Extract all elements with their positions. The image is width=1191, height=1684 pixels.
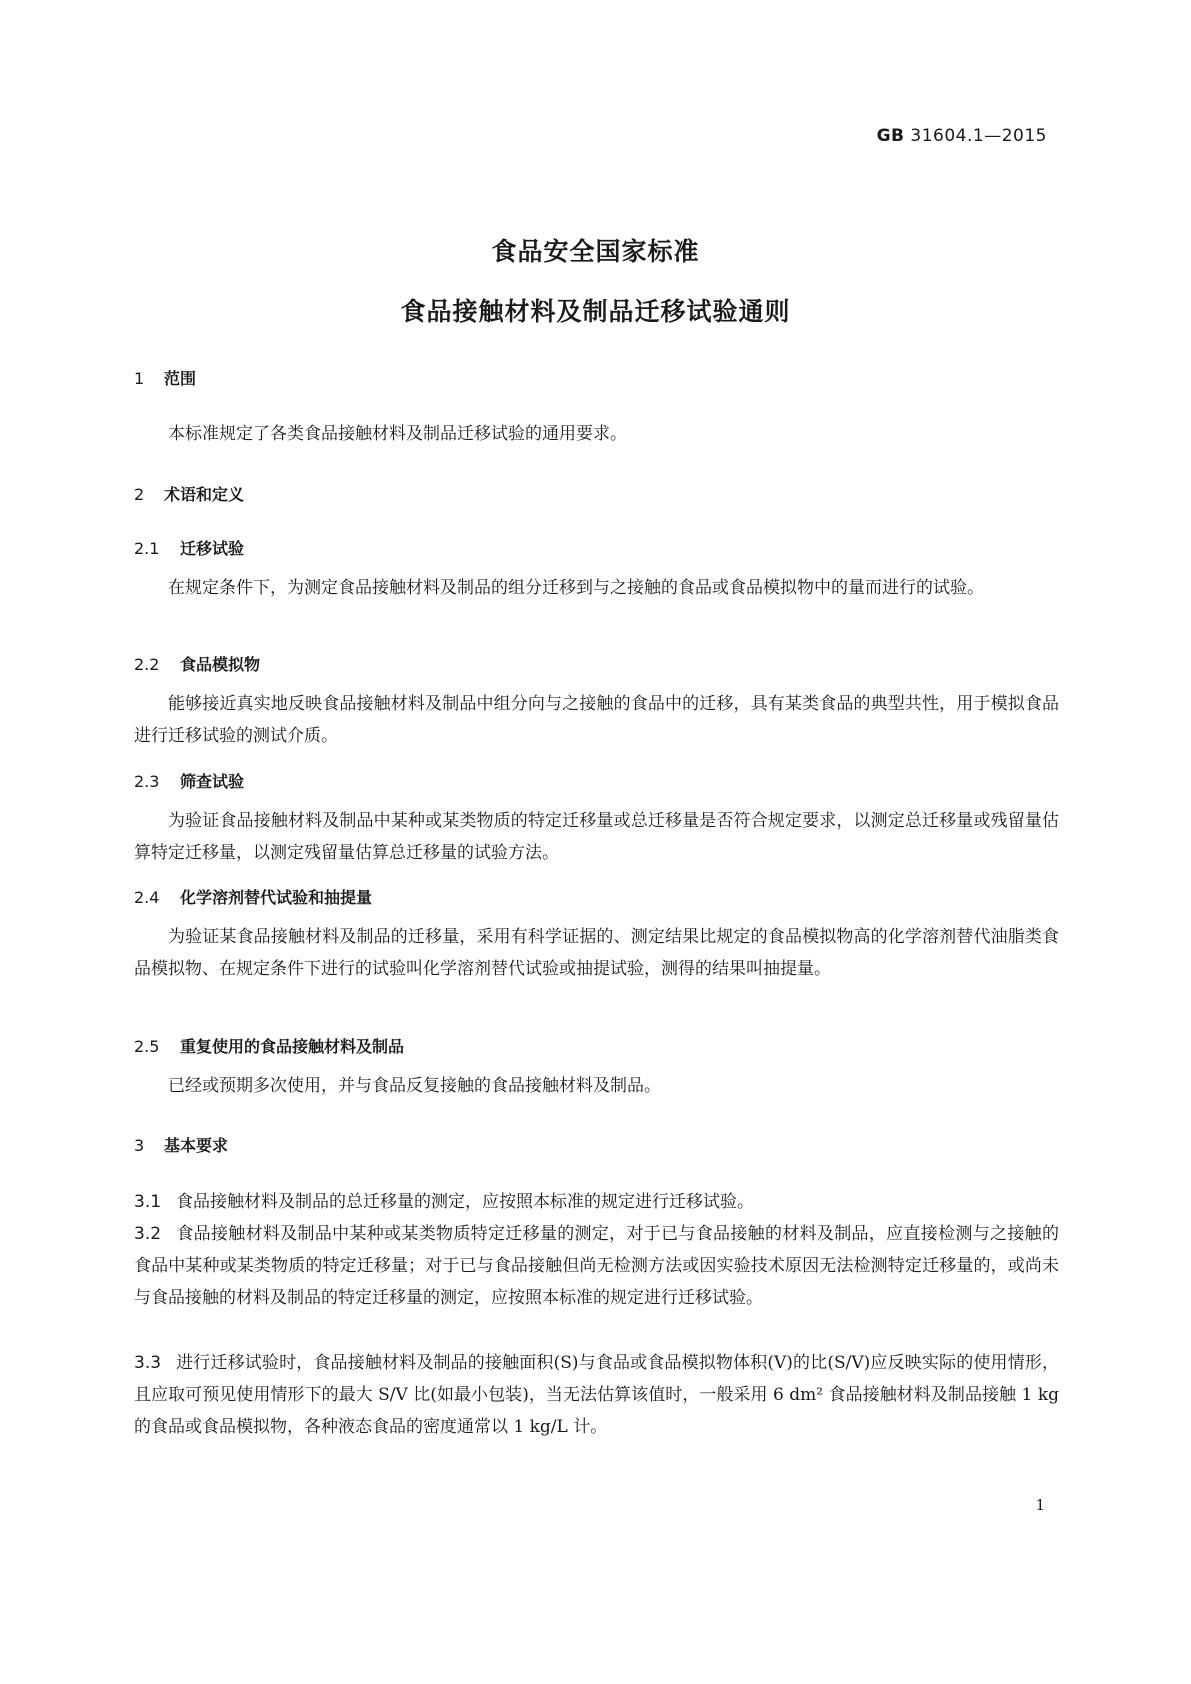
standard-number: 31604.1—2015 (910, 126, 1047, 146)
section-1-text: 本标准规定了各类食品接触材料及制品迁移试验的通用要求。 (168, 424, 627, 444)
subsection-number: 2.2 (134, 655, 160, 674)
section-number: 3 (134, 1136, 145, 1155)
standard-prefix: GB (876, 126, 905, 146)
subsection-title: 迁移试验 (180, 539, 245, 558)
subsection-title: 食品模拟物 (180, 655, 261, 674)
clause-text: 食品接触材料及制品的总迁移量的测定，应按照本标准的规定进行迁移试验。 (176, 1192, 754, 1212)
subsection-2-2-text: 能够接近真实地反映食品接触材料及制品中组分向与之接触的食品中的迁移，具有某类食品的典型共性，用于模拟食品进行迁移试验的测试介质。 (134, 694, 1059, 746)
clause-3-1 (134, 1186, 1059, 1218)
section-number: 2 (134, 485, 145, 504)
subsection-title: 化学溶剂替代试验和抽提量 (180, 888, 373, 907)
standard-code (877, 126, 1047, 146)
subsection-number: 2.3 (134, 772, 160, 791)
subsection-number: 2.1 (134, 539, 160, 558)
subsection-2-3-text: 为验证食品接触材料及制品中某种或某类物质的特定迁移量或总迁移量是否符合规定要求，以测定总迁移量或残留量估算特定迁移量，以测定残留量估算总迁移量的试验方法。 (134, 811, 1059, 863)
clause-number: 3.2 (134, 1224, 162, 1244)
subsection-heading-2-4 (134, 885, 372, 908)
subsection-heading-2-2 (134, 652, 260, 675)
clause-text: 进行迁移试验时，食品接触材料及制品的接触面积(S)与食品或食品模拟物体积(V)的比(S/V)应反映实际的使用情形，且应取可预见使用情形下的最大 S/V 比(如最小包装)，当无法估算该值时，一般采用 6 dm² 食品接触材料及制品接触 1 kg 的食品或食品模拟物，各种液态食品的密度通常以 1 kg/L 计。 (134, 1353, 1059, 1437)
section-heading-2 (134, 482, 244, 505)
section-heading-1 (134, 366, 196, 389)
section-title: 基本要求 (164, 1136, 229, 1155)
document-title-line-1: 食品安全国家标准 (491, 237, 700, 266)
clause-3-2 (134, 1218, 1059, 1314)
subsection-number: 2.4 (134, 888, 160, 907)
section-title: 术语和定义 (164, 485, 245, 504)
subsection-title: 重复使用的食品接触材料及制品 (180, 1037, 405, 1056)
section-heading-3 (134, 1133, 228, 1156)
subsection-title: 筛查试验 (180, 772, 245, 791)
clause-number: 3.3 (134, 1353, 162, 1373)
subsection-2-5-text: 已经或预期多次使用，并与食品反复接触的食品接触材料及制品。 (168, 1076, 661, 1096)
section-number: 1 (134, 369, 145, 388)
document-title-line-2: 食品接触材料及制品迁移试验通则 (400, 297, 791, 326)
subsection-heading-2-5 (134, 1034, 404, 1057)
clause-text: 食品接触材料及制品中某种或某类物质特定迁移量的测定，对于已与食品接触的材料及制品，应直接检测与之接触的食品中某种或某类物质的特定迁移量；对于已与食品接触但尚无检测方法或因实验技术原因无法检测特定迁移量的，或尚未与食品接触的材料及制品的特定迁移量的测定，应按照本标准的规定进行迁移试验。 (134, 1224, 1059, 1308)
subsection-2-1-text: 在规定条件下，为测定食品接触材料及制品的组分迁移到与之接触的食品或食品模拟物中的量而进行的试验。 (168, 578, 984, 598)
subsection-heading-2-1 (134, 536, 244, 559)
subsection-number: 2.5 (134, 1037, 160, 1056)
clause-3-3 (134, 1347, 1059, 1443)
clause-number: 3.1 (134, 1192, 162, 1212)
page-number: 1 (1035, 1496, 1045, 1514)
section-title: 范围 (164, 369, 197, 388)
subsection-heading-2-3 (134, 769, 244, 792)
subsection-2-4-text: 为验证某食品接触材料及制品的迁移量，采用有科学证据的、测定结果比规定的食品模拟物高的化学溶剂替代油脂类食品模拟物、在规定条件下进行的试验叫化学溶剂替代试验或抽提试验，测得的结果叫抽提量。 (134, 927, 1059, 979)
